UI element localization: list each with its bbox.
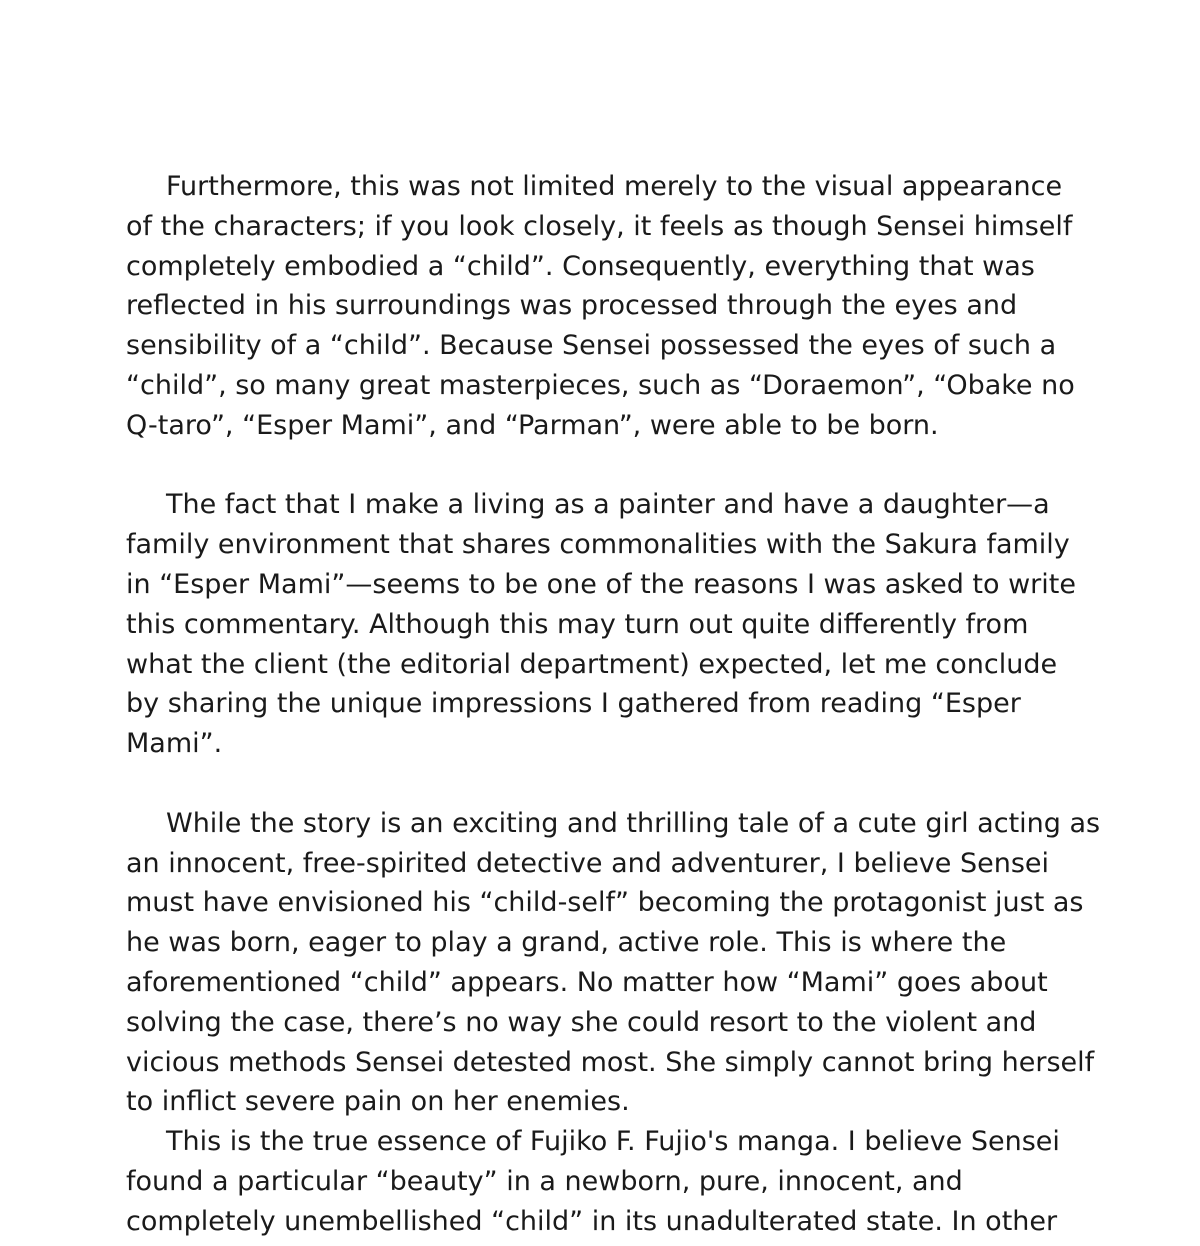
text-line: must have envisioned his “child-self” becoming the protagonist just as <box>126 887 1084 919</box>
text-line: solving the case, there’s no way she could resort to the violent and <box>126 1006 1037 1038</box>
text-line: aforementioned “child” appears. No matter how “Mami” goes about <box>126 966 1048 998</box>
document-page <box>126 167 1126 1242</box>
text-line: this commentary. Although this may turn out quite differently from <box>126 608 1029 640</box>
text-line: completely unembellished “child” in its unadulterated state. In other <box>126 1205 1058 1237</box>
paragraph-2 <box>126 485 1126 764</box>
text-line: “child”, so many great masterpieces, such as “Doraemon”, “Obake no <box>126 369 1075 401</box>
text-line: Furthermore, this was not limited merely to the visual appearance <box>166 171 1063 202</box>
text-line: This is the true essence of Fujiko F. Fujio's manga. I believe Sensei <box>166 1126 1060 1158</box>
text-line: by sharing the unique impressions I gathered from reading “Esper <box>126 688 1021 720</box>
text-line: reflected in his surroundings was processed through the eyes and <box>126 290 1018 322</box>
text-line: to inflict severe pain on her enemies. <box>126 1086 630 1118</box>
text-line: family environment that shares commonalities with the Sakura family <box>126 529 1070 561</box>
text-line: he was born, eager to play a grand, active role. This is where the <box>126 927 1007 959</box>
text-line: of the characters; if you look closely, it feels as though Sensei himself <box>126 210 1073 242</box>
text-line: what the client (the editorial department) expected, let me conclude <box>126 648 1058 680</box>
text-line: completely embodied a “child”. Consequently, everything that was <box>126 250 1035 282</box>
text-line: sensibility of a “child”. Because Sensei possessed the eyes of such a <box>126 330 1057 362</box>
paragraph-3 <box>126 804 1126 1122</box>
text-line: in “Esper Mami”—seems to be one of the reasons I was asked to write <box>126 568 1076 600</box>
text-line: Q-taro”, “Esper Mami”, and “Parman”, were able to be born. <box>126 409 939 441</box>
text-line: While the story is an exciting and thrilling tale of a cute girl acting as <box>166 807 1101 839</box>
text-line: found a particular “beauty” in a newborn, pure, innocent, and <box>126 1165 963 1197</box>
paragraph-4 <box>126 1122 1126 1241</box>
text-line: Mami”. <box>126 728 223 760</box>
text-line: vicious methods Sensei detested most. She simply cannot bring herself <box>126 1046 1095 1078</box>
text-line: The fact that I make a living as a painter and have a daughter—a <box>166 489 1050 521</box>
text-line: an innocent, free-spirited detective and adventurer, I believe Sensei <box>126 847 1050 879</box>
paragraph-1 <box>126 167 1126 446</box>
